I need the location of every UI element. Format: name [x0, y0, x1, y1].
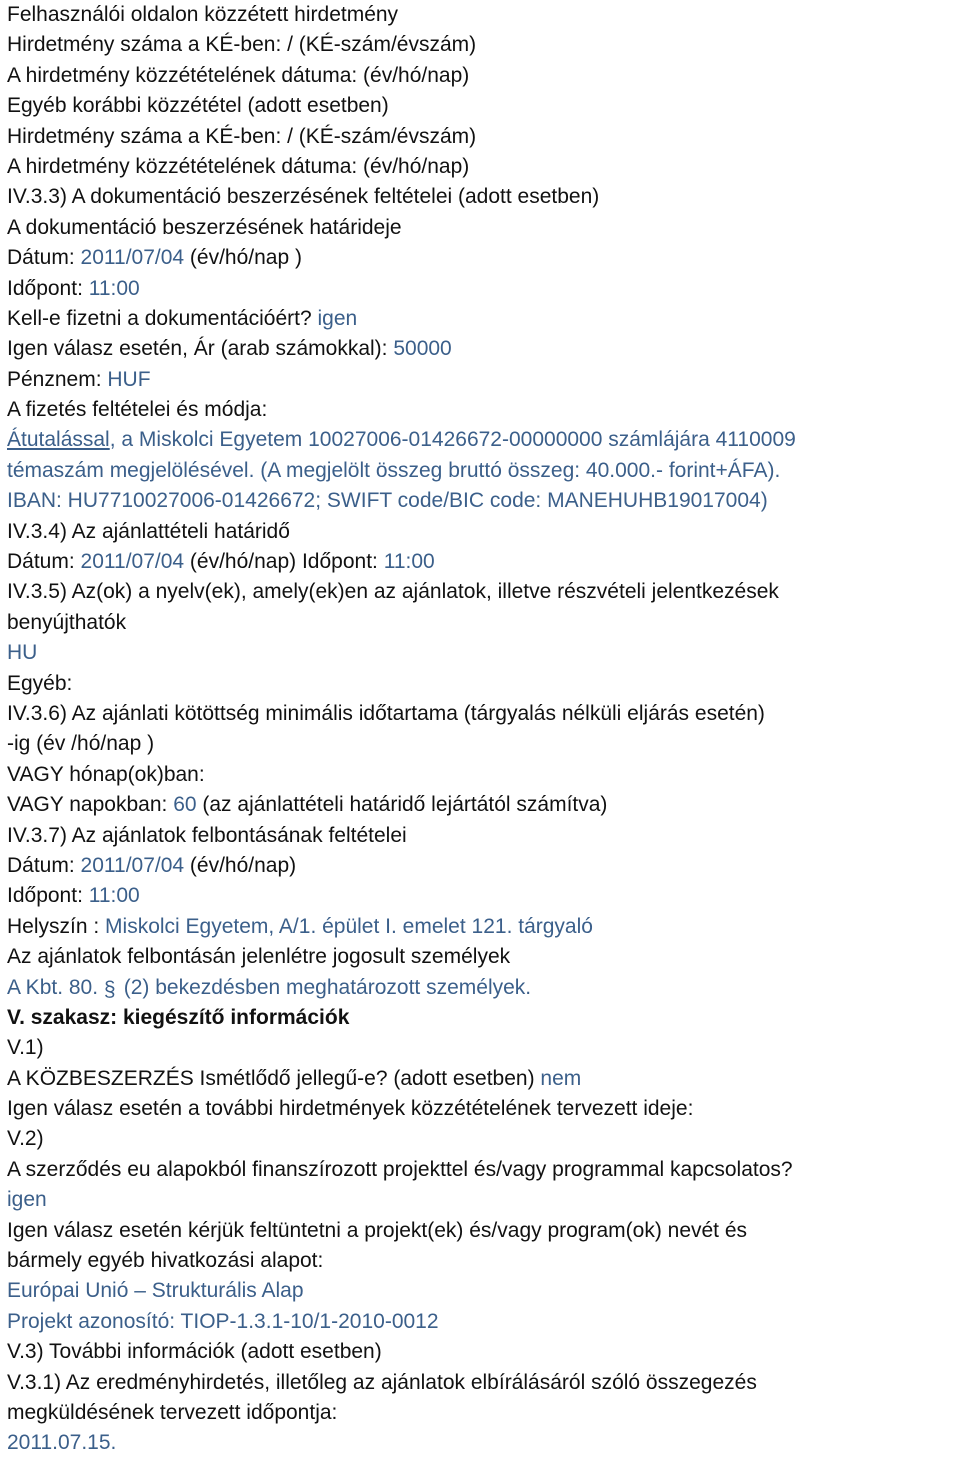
section-sign-icon [104, 975, 118, 993]
label: Időpont: [7, 276, 89, 300]
part-a: A Kbt. 80. [7, 975, 104, 999]
opening-time [7, 881, 960, 911]
time-value: 11:00 [383, 550, 435, 574]
value: 60 [173, 793, 197, 817]
section-v-3: V.3) További információk (adott esetben) [7, 1340, 382, 1364]
value: HUF [107, 367, 151, 391]
suffix: (az ajánlattételi határidő lejártától számítva) [196, 793, 608, 817]
doc-deadline-time [7, 274, 960, 304]
section-v-heading: V. szakasz: kiegészítő információk [7, 1005, 350, 1029]
section-iv-3-5: IV.3.5) Az(ok) a nyelv(ek), amely(ek)en az ajánlatok, illetve részvételi jelentkezések [7, 580, 779, 604]
section-iv-3-4: IV.3.4) Az ajánlattételi határidő [7, 519, 290, 543]
value: 11:00 [88, 884, 140, 908]
label: Igen válasz esetén, Ár (arab számokkal): [7, 337, 394, 361]
suffix: (év/hó/nap) [184, 853, 297, 877]
price-line [7, 334, 960, 364]
value: 2011/07/04 [80, 246, 185, 270]
section-v-1: V.1) [7, 1036, 44, 1060]
payment-required [7, 304, 960, 334]
section-v-3-1-cont: megküldésének tervezett időpontja: [7, 1400, 338, 1424]
rest: , a Miskolci Egyetem 10027006-01426672-00000000 számlájára 4110009 [109, 428, 796, 452]
payment-terms-line-2: témaszám megjelölésével. (A megjelölt összeg bruttó összeg: 40.000.- forint+ÁFA). [7, 458, 781, 482]
binding-months-line: VAGY hónap(ok)ban: [7, 762, 205, 786]
value: nem [540, 1066, 582, 1090]
opening-location [7, 912, 960, 942]
other-language: Egyéb: [7, 671, 73, 695]
publication-date-line: A hirdetmény közzétételének dátuma: (év/hó/nap) [7, 63, 470, 87]
label: VAGY napokban: [7, 793, 174, 817]
section-iv-3-6: IV.3.6) Az ajánlati kötöttség minimális időtartama (tárgyalás nélküli eljárás esetén) [7, 701, 765, 725]
section-iv-3-3: IV.3.3) A dokumentáció beszerzésének feltételei (adott esetben) [7, 185, 600, 209]
label: Pénznem: [7, 367, 108, 391]
project-id: Projekt azonosító: TIOP-1.3.1-10/1-2010-0012 [7, 1309, 439, 1333]
section-v-2: V.2) [7, 1127, 44, 1151]
value: igen [317, 306, 358, 330]
eu-funds-question: A szerződés eu alapokból finanszírozott projekttel és/vagy programmal kapcsolatos? [7, 1157, 793, 1181]
payment-terms-heading: A fizetés feltételei és módja: [7, 398, 268, 422]
label: Dátum: [7, 550, 81, 574]
label: Kell-e fizetni a dokumentációért? [7, 306, 318, 330]
section-v-3-1: V.3.1) Az eredményhirdetés, illetőleg az ajánlatok elbírálásáról szóló összegezés [7, 1370, 757, 1394]
payment-terms-line-3: IBAN: HU7710027006-01426672; SWIFT code/BIC code: MANEHUHB19017004) [7, 489, 768, 513]
value: 2011/07/04 [80, 853, 185, 877]
label: Dátum: [7, 853, 81, 877]
opening-date [7, 851, 960, 881]
part-b: (2) bekezdésben meghatározott személyek. [117, 975, 532, 999]
binding-days-line [7, 790, 960, 820]
other-publication-line: Egyéb korábbi közzététel (adott esetben) [7, 94, 389, 118]
project-instruction-2: bármely egyéb hivatkozási alapot: [7, 1249, 324, 1273]
project-instruction-1: Igen válasz esetén kérjük feltüntetni a projekt(ek) és/vagy program(ok) nevét és [7, 1218, 748, 1242]
doc-deadline-heading: A dokumentáció beszerzésének határideje [7, 215, 402, 239]
ke-number-line: Hirdetmény száma a KÉ-ben: / (KÉ-szám/évszám) [7, 33, 477, 57]
label: Helyszín : [7, 914, 106, 938]
attendees-value [7, 973, 960, 1003]
label: Időpont: [7, 884, 89, 908]
section-iv-3-5-cont: benyújthatók [7, 610, 127, 634]
publication-date-line-2: A hirdetmény közzétételének dátuma: (év/hó/nap) [7, 154, 470, 178]
currency-line [7, 365, 960, 395]
attendees-heading: Az ajánlatok felbontásán jelenlétre jogosult személyek [7, 945, 511, 969]
further-notices-line: Igen válasz esetén a további hirdetmények közzétételének tervezett ideje: [7, 1097, 694, 1121]
doc-deadline-date [7, 243, 960, 273]
payment-terms-line-1 [7, 425, 960, 455]
language-value: HU [7, 641, 38, 665]
fund-name: Európai Unió – Strukturális Alap [7, 1279, 304, 1303]
mid: (év/hó/nap) Időpont: [184, 550, 384, 574]
value: 50000 [393, 337, 452, 361]
doc-title: Felhasználói oldalon közzétett hirdetmény [7, 3, 399, 26]
date-value: 2011/07/04 [80, 550, 185, 574]
value: 11:00 [88, 276, 140, 300]
transfer-word: Átutalással [7, 428, 110, 452]
value: Miskolci Egyetem, A/1. épület I. emelet 121. tárgyaló [105, 914, 593, 938]
binding-date-line: -ig (év /hó/nap ) [7, 732, 155, 756]
result-date: 2011.07.15. [7, 1431, 117, 1455]
label: A KÖZBESZERZÉS Ismétlődő jellegű-e? (adott esetben) [7, 1066, 541, 1090]
tender-deadline [7, 547, 960, 577]
ke-number-line-2: Hirdetmény száma a KÉ-ben: / (KÉ-szám/évszám) [7, 124, 477, 148]
recurring-line [7, 1064, 960, 1094]
label: Dátum: [7, 246, 81, 270]
eu-funds-answer: igen [7, 1188, 47, 1212]
suffix: (év/hó/nap ) [184, 246, 302, 270]
section-iv-3-7: IV.3.7) Az ajánlatok felbontásának feltételei [7, 823, 407, 847]
